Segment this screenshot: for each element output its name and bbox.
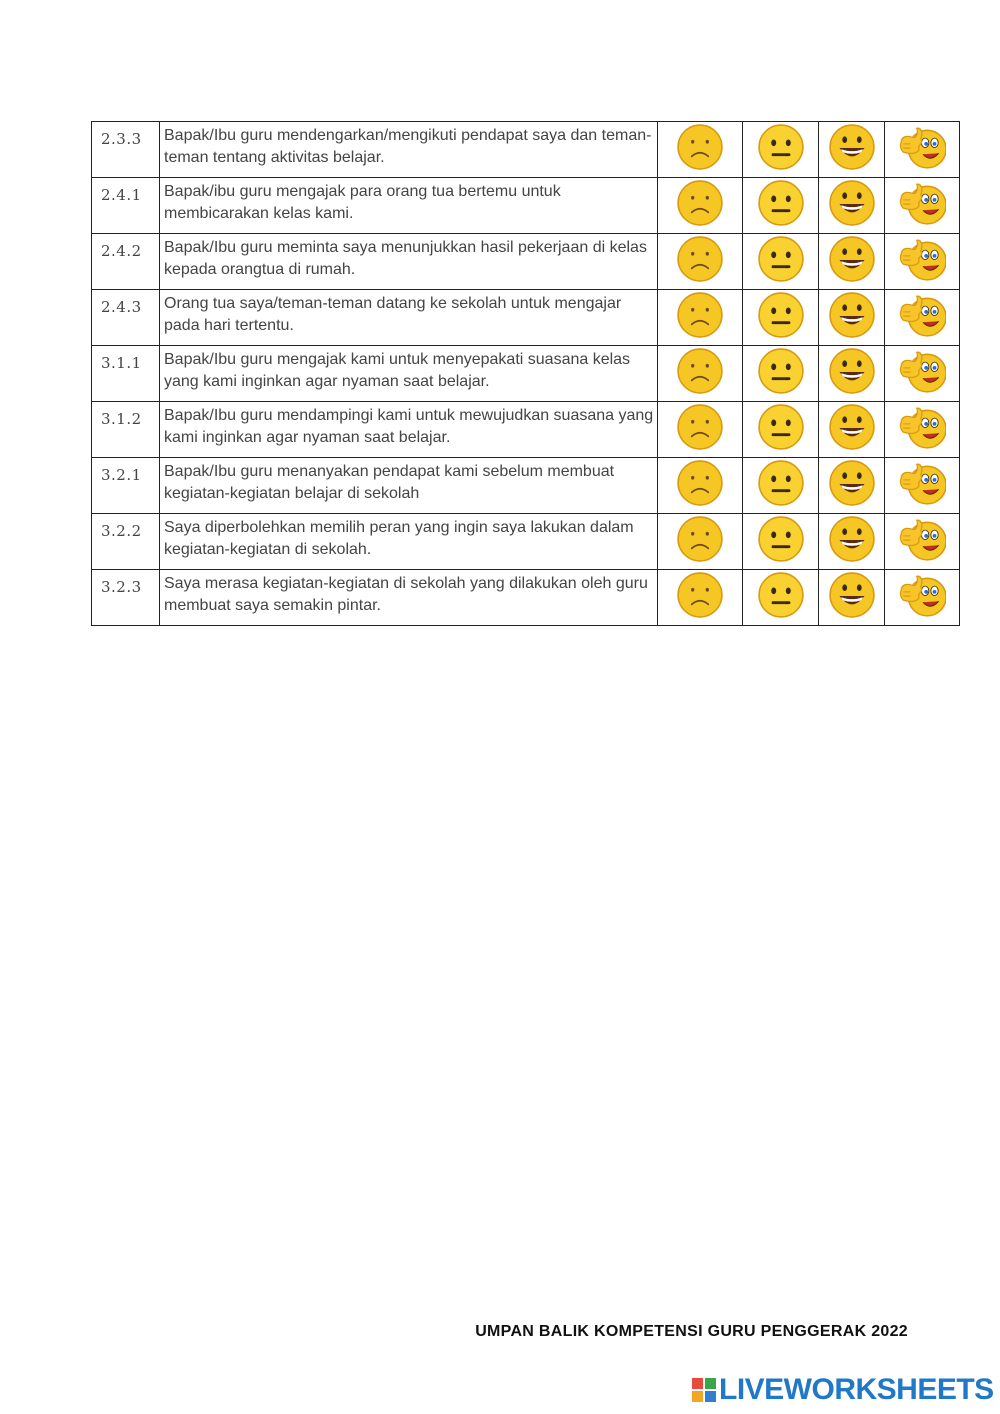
rating-cell[interactable] — [658, 178, 743, 234]
table-row — [92, 570, 960, 626]
smiling-face-icon[interactable] — [828, 291, 876, 339]
rating-cell[interactable] — [743, 570, 819, 626]
item-code: 2.4.1 — [92, 178, 160, 234]
smiling-face-icon[interactable] — [828, 459, 876, 507]
rating-cell[interactable] — [743, 346, 819, 402]
rating-cell[interactable] — [885, 458, 960, 514]
sad-face-icon[interactable] — [676, 179, 724, 227]
brand-name: LIVEWORKSHEETS — [719, 1373, 994, 1406]
rating-cell[interactable] — [658, 458, 743, 514]
rating-cell[interactable] — [743, 290, 819, 346]
item-code: 3.1.2 — [92, 402, 160, 458]
liveworksheets-brand — [692, 1372, 994, 1408]
rating-cell[interactable] — [885, 234, 960, 290]
rating-cell[interactable] — [658, 402, 743, 458]
rating-cell[interactable] — [819, 458, 885, 514]
item-statement: Bapak/Ibu guru meminta saya menunjukkan hasil pekerjaan di kelas kepada orangtua di rumah. — [160, 234, 658, 290]
rating-cell[interactable] — [743, 234, 819, 290]
table-row — [92, 122, 960, 178]
table-row — [92, 458, 960, 514]
sad-face-icon[interactable] — [676, 459, 724, 507]
item-statement: Saya merasa kegiatan-kegiatan di sekolah yang dilakukan oleh guru membuat saya semakin pintar. — [160, 570, 658, 626]
rating-cell[interactable] — [658, 122, 743, 178]
neutral-face-icon[interactable] — [757, 515, 805, 563]
rating-cell[interactable] — [819, 346, 885, 402]
neutral-face-icon[interactable] — [757, 403, 805, 451]
thumbs-up-face-icon[interactable] — [898, 403, 946, 451]
footer-title: UMPAN BALIK KOMPETENSI GURU PENGGERAK 2022 — [475, 1323, 908, 1340]
smiling-face-icon[interactable] — [828, 123, 876, 171]
rating-cell[interactable] — [819, 514, 885, 570]
item-statement: Saya diperbolehkan memilih peran yang ingin saya lakukan dalam kegiatan-kegiatan di sekolah. — [160, 514, 658, 570]
rating-cell[interactable] — [658, 290, 743, 346]
rating-cell[interactable] — [819, 290, 885, 346]
item-code: 3.1.1 — [92, 346, 160, 402]
sad-face-icon[interactable] — [676, 571, 724, 619]
rating-cell[interactable] — [819, 178, 885, 234]
feedback-table-body — [92, 122, 960, 626]
item-code: 2.3.3 — [92, 122, 160, 178]
smiling-face-icon[interactable] — [828, 403, 876, 451]
item-statement: Bapak/ibu guru mengajak para orang tua bertemu untuk membicarakan kelas kami. — [160, 178, 658, 234]
rating-cell[interactable] — [658, 514, 743, 570]
sad-face-icon[interactable] — [676, 347, 724, 395]
rating-cell[interactable] — [885, 178, 960, 234]
item-statement: Bapak/Ibu guru menanyakan pendapat kami sebelum membuat kegiatan-kegiatan belajar di sekolah — [160, 458, 658, 514]
rating-cell[interactable] — [743, 122, 819, 178]
rating-cell[interactable] — [885, 514, 960, 570]
neutral-face-icon[interactable] — [757, 459, 805, 507]
rating-cell[interactable] — [658, 570, 743, 626]
thumbs-up-face-icon[interactable] — [898, 291, 946, 339]
feedback-table — [91, 121, 960, 626]
item-code: 3.2.3 — [92, 570, 160, 626]
table-row — [92, 290, 960, 346]
table-row — [92, 346, 960, 402]
rating-cell[interactable] — [658, 234, 743, 290]
rating-cell[interactable] — [819, 122, 885, 178]
item-code: 3.2.2 — [92, 514, 160, 570]
smiling-face-icon[interactable] — [828, 515, 876, 563]
smiling-face-icon[interactable] — [828, 347, 876, 395]
thumbs-up-face-icon[interactable] — [898, 571, 946, 619]
table-row — [92, 514, 960, 570]
item-statement: Orang tua saya/teman-teman datang ke sekolah untuk mengajar pada hari tertentu. — [160, 290, 658, 346]
rating-cell[interactable] — [885, 346, 960, 402]
rating-cell[interactable] — [743, 402, 819, 458]
sad-face-icon[interactable] — [676, 123, 724, 171]
neutral-face-icon[interactable] — [757, 179, 805, 227]
item-statement: Bapak/Ibu guru mengajak kami untuk menyepakati suasana kelas yang kami inginkan agar nyaman saat belajar. — [160, 346, 658, 402]
rating-cell[interactable] — [743, 458, 819, 514]
sad-face-icon[interactable] — [676, 403, 724, 451]
thumbs-up-face-icon[interactable] — [898, 347, 946, 395]
rating-cell[interactable] — [658, 346, 743, 402]
thumbs-up-face-icon[interactable] — [898, 123, 946, 171]
item-code: 2.4.2 — [92, 234, 160, 290]
sad-face-icon[interactable] — [676, 291, 724, 339]
smiling-face-icon[interactable] — [828, 179, 876, 227]
sad-face-icon[interactable] — [676, 235, 724, 283]
neutral-face-icon[interactable] — [757, 571, 805, 619]
neutral-face-icon[interactable] — [757, 347, 805, 395]
rating-cell[interactable] — [885, 402, 960, 458]
thumbs-up-face-icon[interactable] — [898, 179, 946, 227]
table-row — [92, 178, 960, 234]
rating-cell[interactable] — [819, 402, 885, 458]
smiling-face-icon[interactable] — [828, 235, 876, 283]
rating-cell[interactable] — [819, 570, 885, 626]
table-row — [92, 402, 960, 458]
item-statement: Bapak/Ibu guru mendampingi kami untuk mewujudkan suasana yang kami inginkan agar nyaman saat belajar. — [160, 402, 658, 458]
table-row — [92, 234, 960, 290]
rating-cell[interactable] — [819, 234, 885, 290]
rating-cell[interactable] — [885, 290, 960, 346]
thumbs-up-face-icon[interactable] — [898, 235, 946, 283]
thumbs-up-face-icon[interactable] — [898, 515, 946, 563]
item-code: 3.2.1 — [92, 458, 160, 514]
liveworksheets-logo-icon — [692, 1378, 716, 1402]
item-code: 2.4.3 — [92, 290, 160, 346]
neutral-face-icon[interactable] — [757, 235, 805, 283]
rating-cell[interactable] — [743, 178, 819, 234]
neutral-face-icon[interactable] — [757, 123, 805, 171]
thumbs-up-face-icon[interactable] — [898, 459, 946, 507]
item-statement: Bapak/Ibu guru mendengarkan/mengikuti pendapat saya dan teman-teman tentang aktivitas belajar. — [160, 122, 658, 178]
neutral-face-icon[interactable] — [757, 291, 805, 339]
rating-cell[interactable] — [885, 570, 960, 626]
rating-cell[interactable] — [885, 122, 960, 178]
smiling-face-icon[interactable] — [828, 571, 876, 619]
sad-face-icon[interactable] — [676, 515, 724, 563]
rating-cell[interactable] — [743, 514, 819, 570]
